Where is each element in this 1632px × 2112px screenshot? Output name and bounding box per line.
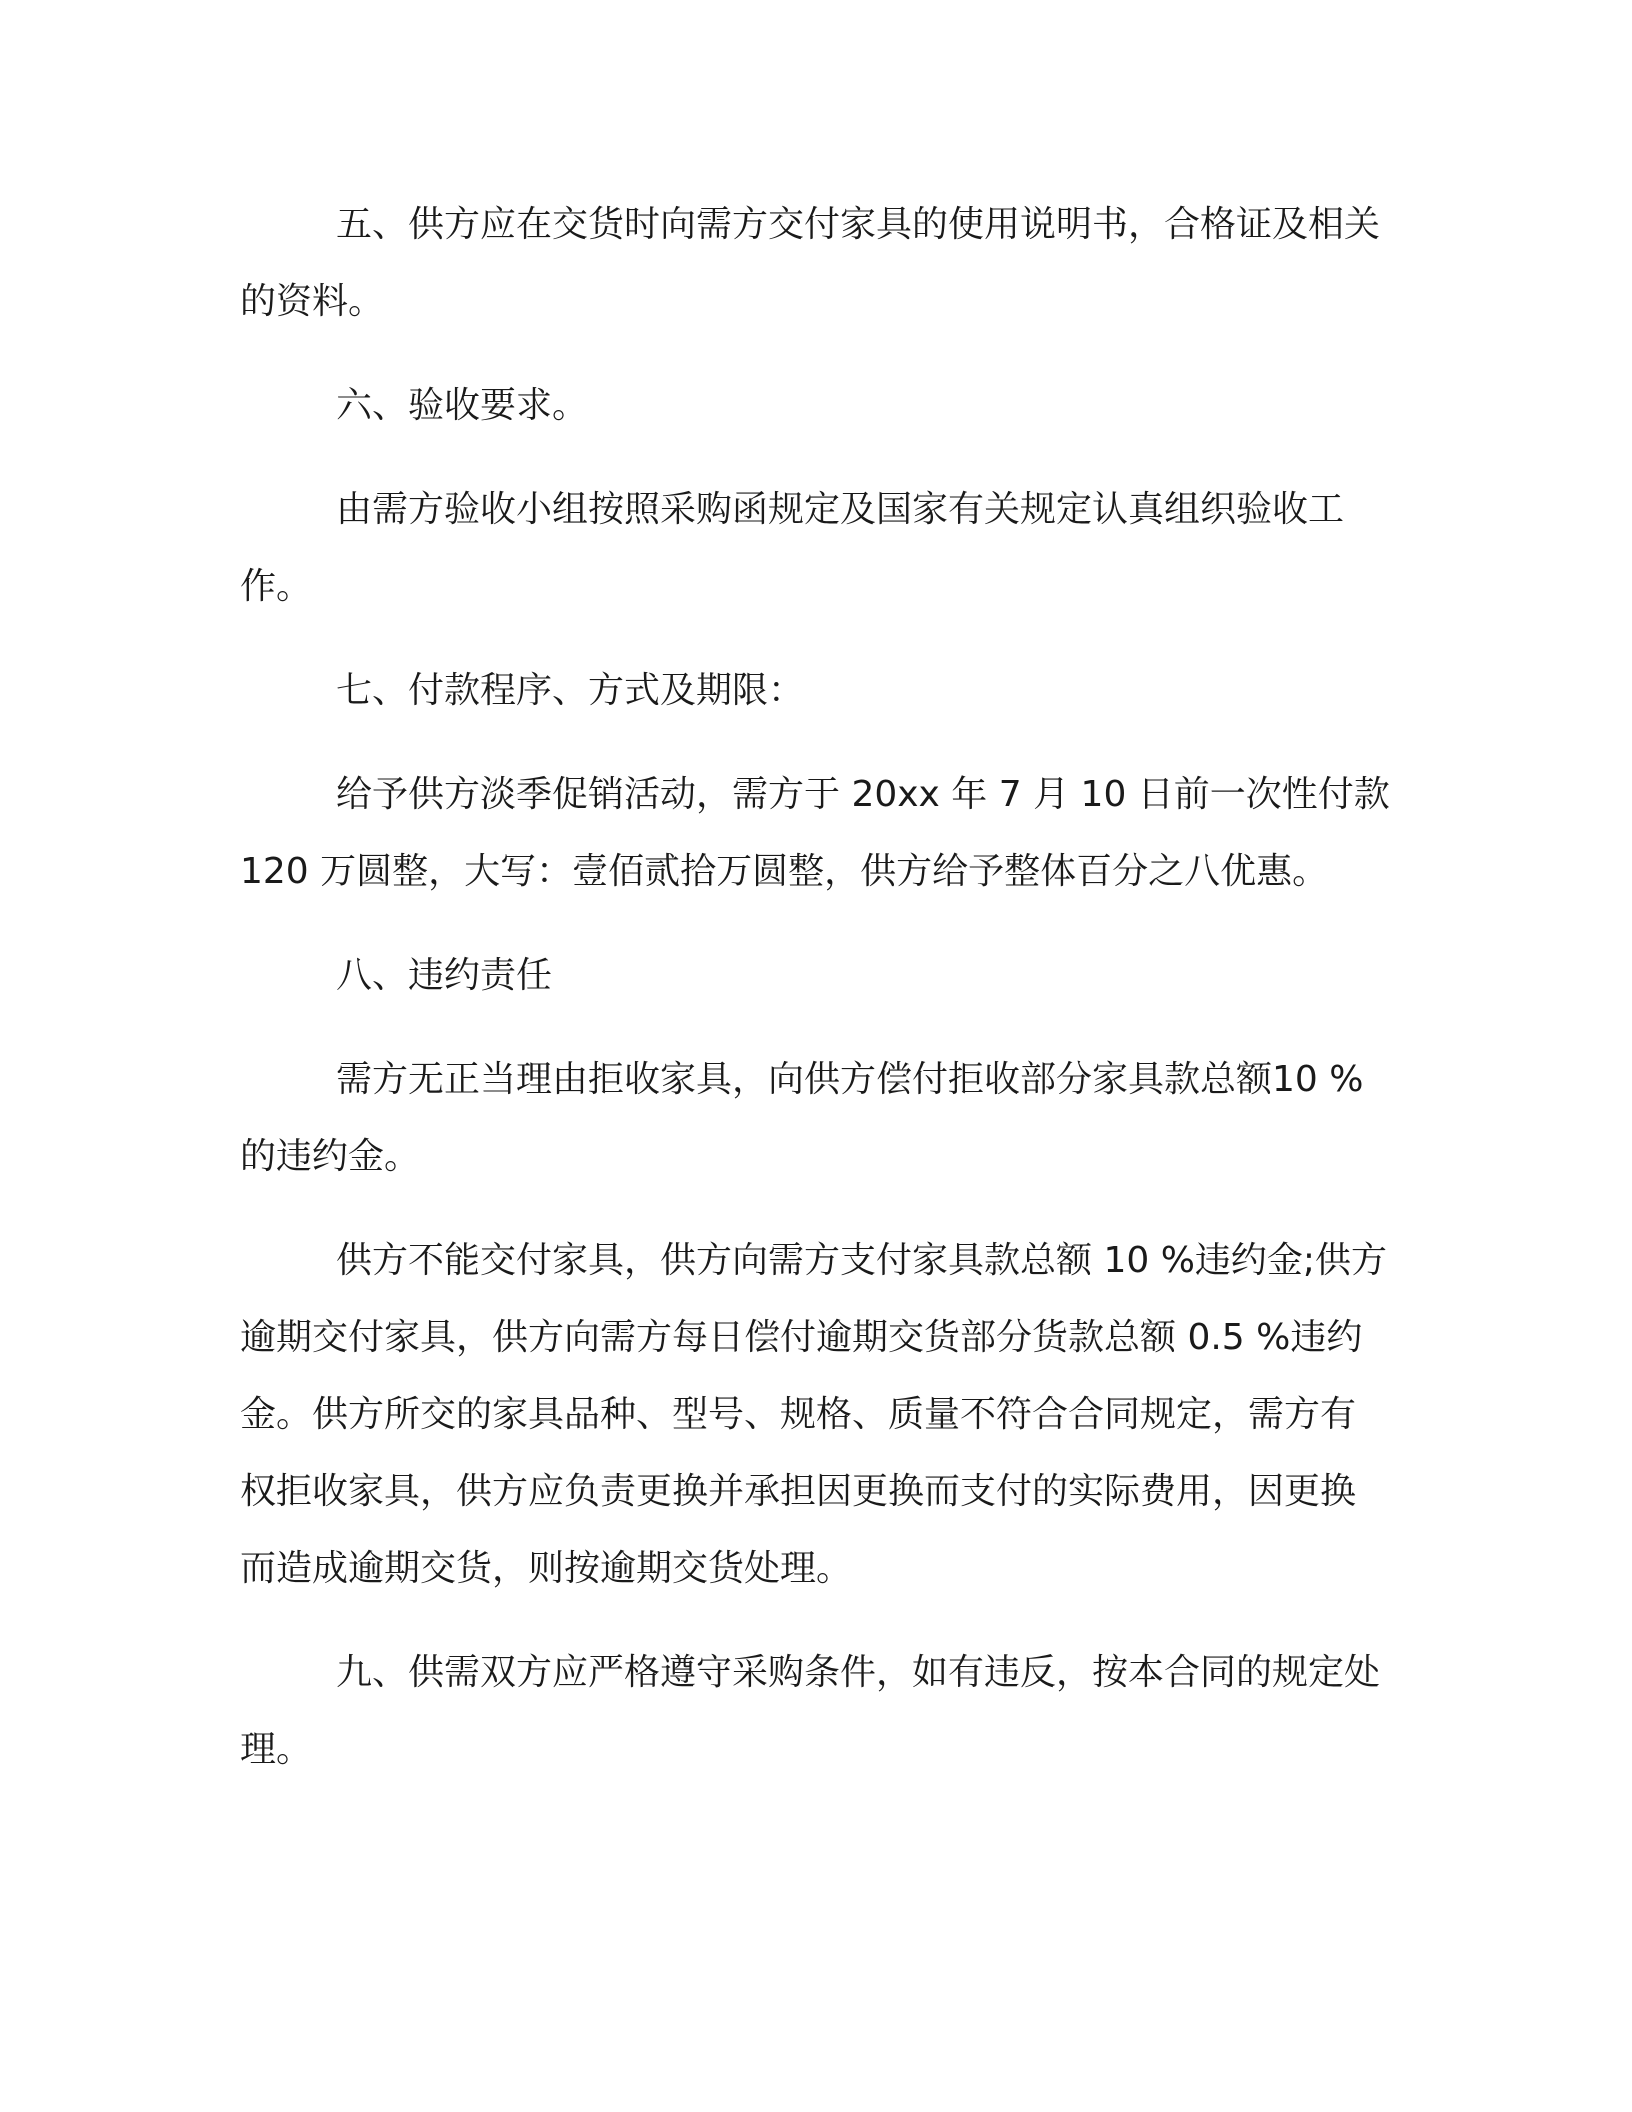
document-body bbox=[240, 186, 1390, 1815]
clause-9-compliance: 九、供需双方应严格遵守采购条件，如有违反，按本合同的规定处理。 bbox=[240, 1652, 1381, 1770]
clause-7-heading: 七、付款程序、方式及期限： bbox=[336, 670, 805, 711]
clause-5-delivery-documents: 五、供方应在交货时向需方交付家具的使用说明书，合格证及相关的资料。 bbox=[240, 204, 1381, 322]
clause-6-heading: 六、验收要求。 bbox=[336, 385, 589, 426]
clause-8-supplier-liability: 供方不能交付家具，供方向需方支付家具款总额 10 %违约金;供方逾期交付家具，供方向需方每日偿付逾期交货部分货款总额 0.5 %违约金。供方所交的家具品种、型号、规格、质量不符合合同规定，需方有权拒收家具，供方应负责更换并承担因更换而支付的实际费用，因更换而造成逾期交货，则按逾期交货处理。 bbox=[240, 1240, 1388, 1589]
clause-7-payment-text: 给予供方淡季促销活动，需方于 20xx 年 7 月 10 日前一次性付款 120 万圆整，大写：壹佰贰拾万圆整，供方给予整体百分之八优惠。 bbox=[240, 774, 1390, 892]
clause-8-buyer-liability: 需方无正当理由拒收家具，向供方偿付拒收部分家具款总额10 %的违约金。 bbox=[240, 1059, 1364, 1177]
clause-8-heading: 八、违约责任 bbox=[336, 955, 553, 996]
clause-6-acceptance-text: 由需方验收小组按照采购函规定及国家有关规定认真组织验收工作。 bbox=[240, 489, 1345, 607]
